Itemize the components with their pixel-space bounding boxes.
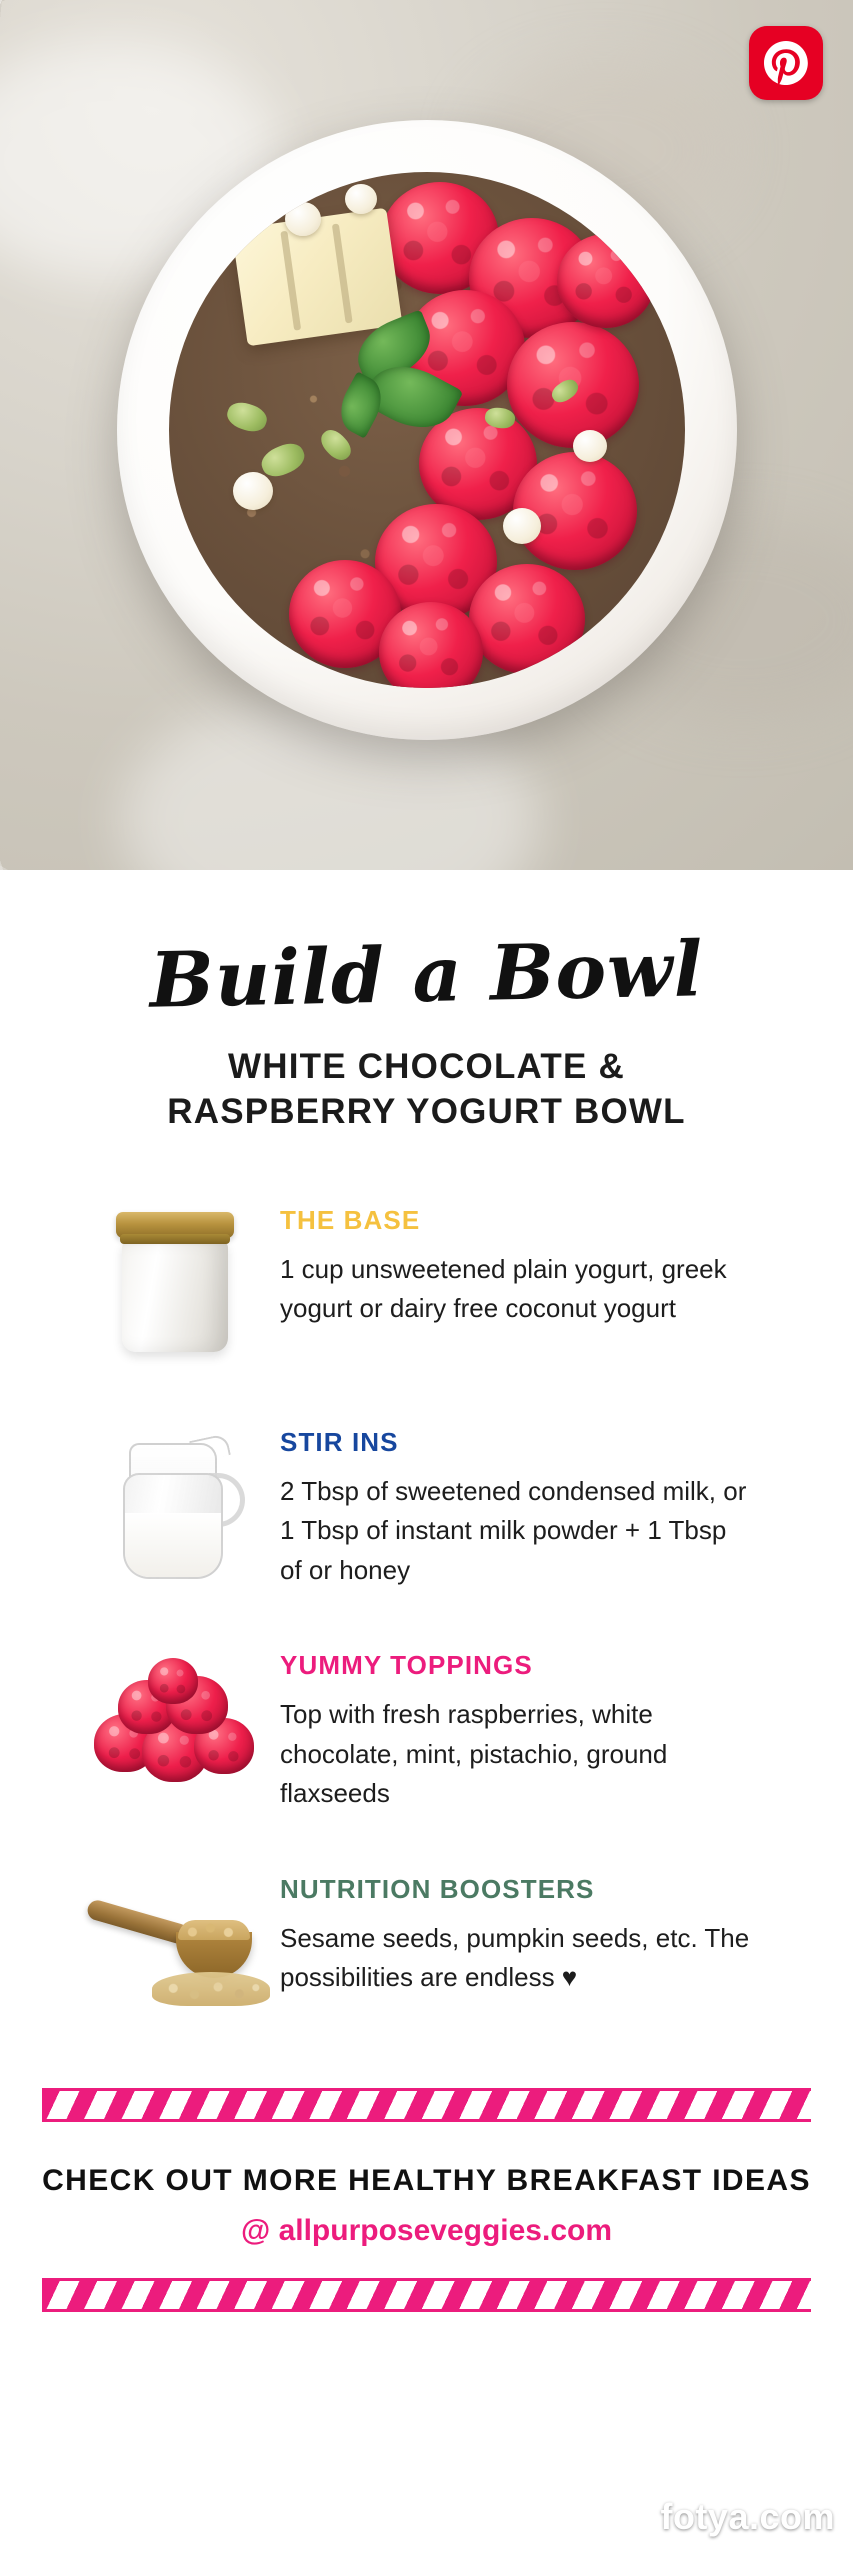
raspberry [148, 1658, 198, 1704]
hero-photo [0, 0, 853, 870]
section-title: NUTRITION BOOSTERS [280, 1873, 595, 1904]
raspberries-icon [70, 1642, 280, 1812]
scoop-handle [85, 1898, 190, 1946]
recipe-section-base [0, 1197, 853, 1367]
milk-jug-icon [70, 1419, 280, 1589]
pinterest-icon [764, 41, 808, 85]
scoop-seeds [178, 1920, 250, 1940]
white-chocolate-pearl [345, 184, 377, 214]
white-chocolate-pearl [503, 508, 541, 544]
raspberry [557, 234, 655, 328]
section-body: Sesame seeds, pumpkin seeds, etc. The possibilities are endless ♥ [280, 1922, 750, 1993]
pinterest-save-button[interactable] [749, 26, 823, 100]
yogurt-bowl [117, 120, 737, 740]
jar-illustration [116, 1212, 234, 1352]
jar-body [122, 1240, 228, 1352]
jug-neck [129, 1443, 217, 1477]
yogurt-jar-icon [70, 1197, 280, 1367]
section-text [280, 1642, 750, 1814]
section-body: Top with fresh raspberries, white chocolate, mint, pistachio, ground flaxseeds [280, 1699, 668, 1809]
seed-scoop-icon [70, 1866, 280, 2036]
watermark: fotya.com [660, 2496, 835, 2537]
raspberry-pile-illustration [90, 1662, 260, 1792]
page-title: Build a Bowl [148, 924, 705, 1025]
section-body: 1 cup unsweetened plain yogurt, greek yogurt or dairy free coconut yogurt [280, 1253, 727, 1324]
footer [0, 2088, 853, 2312]
chocolate-groove [331, 224, 352, 323]
jug-body [123, 1473, 223, 1579]
stripe-divider-bottom [42, 2278, 811, 2312]
page-subtitle: WHITE CHOCOLATE & RASPBERRY YOGURT BOWL [167, 1047, 686, 1131]
milk-fill [125, 1513, 221, 1577]
section-text [280, 1419, 750, 1591]
bowl-contents [169, 172, 685, 688]
white-chocolate-pearl [233, 472, 273, 510]
jar-lid-band [120, 1234, 230, 1244]
section-title: YUMMY TOPPINGS [280, 1650, 533, 1681]
white-chocolate-pearl [573, 430, 607, 462]
footer-website[interactable]: @ allpurposeveggies.com [240, 2213, 613, 2247]
white-chocolate-pearl [285, 202, 321, 236]
raspberry [469, 564, 585, 674]
seed-pile [152, 1972, 270, 2006]
content-panel [0, 924, 853, 2312]
chocolate-groove [280, 231, 301, 330]
section-title: THE BASE [280, 1204, 421, 1235]
section-title: STIR INS [280, 1426, 399, 1457]
recipe-section-stir-ins [0, 1419, 853, 1591]
section-text [280, 1197, 750, 1329]
footer-cta: CHECK OUT MORE HEALTHY BREAKFAST IDEAS [42, 2163, 811, 2197]
recipe-section-toppings [0, 1642, 853, 1814]
scoop-illustration [80, 1886, 270, 2016]
section-text [280, 1866, 750, 1998]
section-body: 2 Tbsp of sweetened condensed milk, or 1 Tbsp of instant milk powder + 1 Tbsp of or honey [280, 1475, 747, 1585]
recipe-sections [0, 1197, 853, 2036]
stripe-divider-top [42, 2088, 811, 2122]
jug-illustration [105, 1429, 245, 1579]
recipe-section-boosters [0, 1866, 853, 2036]
